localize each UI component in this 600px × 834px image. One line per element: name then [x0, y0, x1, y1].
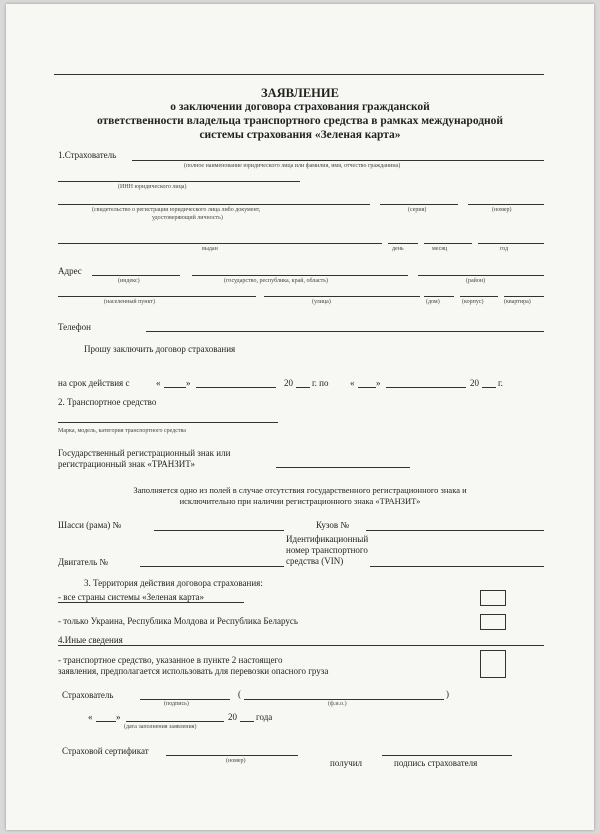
request-text: Прошу заключить договор страхования — [84, 344, 236, 354]
series-hint: (серия) — [408, 207, 427, 213]
territory-option-2-checkbox[interactable] — [480, 614, 506, 630]
number-field[interactable] — [468, 204, 544, 205]
vin-label-3: средства (VIN) — [286, 556, 344, 566]
end-day-open-quote: « — [350, 378, 355, 388]
date-close-quote: » — [116, 712, 121, 722]
fill-year-prefix: 20 — [228, 712, 237, 722]
building-hint: (корпус) — [462, 299, 484, 305]
insurer-name-hint: (полное наименование юридического лица или фамилия, имя, отчество гражданина) — [184, 163, 401, 169]
engine-label: Двигатель № — [58, 557, 109, 567]
apartment-field[interactable] — [504, 296, 544, 297]
start-year-prefix: 20 — [284, 378, 293, 388]
date-open-quote: « — [88, 712, 93, 722]
reg-plate-label-1: Государственный регистрационный знак или — [58, 448, 231, 458]
phone-label: Телефон — [58, 322, 91, 332]
territory-option-1-label: - все страны системы «Зеленая карта» — [58, 592, 205, 602]
insurer-signature-label: подпись страхователя — [394, 758, 478, 768]
issued-by-field[interactable] — [58, 243, 382, 244]
issue-month-field[interactable] — [424, 243, 472, 244]
street-hint: (улица) — [312, 299, 331, 305]
address-label: Адрес — [58, 266, 82, 276]
form-subtitle-line-1: о заключении договора страхования гражданской — [170, 101, 430, 113]
postal-index-field[interactable] — [92, 275, 180, 276]
territory-option-1-checkbox[interactable] — [480, 590, 506, 606]
receipt-signature-field[interactable] — [382, 755, 512, 756]
start-day-open-quote: « — [156, 378, 161, 388]
date-hint: (дата заполнения заявления) — [124, 724, 197, 730]
issue-year-field[interactable] — [478, 243, 544, 244]
certificate-number-field[interactable] — [166, 755, 298, 756]
end-year-prefix: 20 — [470, 378, 479, 388]
reg-plate-field[interactable] — [276, 467, 410, 468]
end-month-field[interactable] — [386, 387, 466, 388]
locality-field[interactable] — [58, 296, 256, 297]
locality-hint: (населенный пункт) — [104, 299, 155, 305]
insurer-name-field[interactable] — [132, 160, 544, 161]
certificate-label: Страховой сертификат — [62, 746, 149, 756]
body-field[interactable] — [366, 530, 544, 531]
vin-field[interactable] — [370, 566, 544, 567]
end-day-field[interactable] — [358, 387, 376, 388]
fill-day-field[interactable] — [96, 721, 116, 722]
received-label: получил — [330, 758, 363, 768]
application-form-page — [6, 4, 594, 830]
end-year-suffix: г. — [498, 378, 503, 388]
fill-year-suffix: года — [256, 712, 273, 722]
form-subtitle-line-3: системы страхования «Зеленая карта» — [199, 129, 401, 141]
end-year-field[interactable] — [482, 387, 496, 388]
series-field[interactable] — [380, 204, 458, 205]
signature-hint: (подпись) — [164, 701, 189, 707]
certificate-number-hint: (номер) — [226, 758, 246, 764]
reg-plate-label-2: регистрационный знак «ТРАНЗИТ» — [58, 459, 196, 469]
hazardous-cargo-checkbox[interactable] — [480, 650, 506, 678]
building-field[interactable] — [460, 296, 498, 297]
start-month-field[interactable] — [196, 387, 276, 388]
fio-field[interactable] — [244, 699, 444, 700]
territory-option-2-label: - только Украина, Республика Молдова и Республика Беларусь — [58, 616, 298, 626]
vehicle-make-hint: Марка, модель, категория транспортного средства — [58, 428, 186, 434]
state-hint: (государство, республика, край, область) — [224, 278, 329, 284]
day-hint: день — [392, 246, 404, 252]
chassis-label: Шасси (рама) № — [58, 520, 122, 530]
issue-day-field[interactable] — [388, 243, 418, 244]
fill-month-field[interactable] — [126, 721, 224, 722]
vehicle-make-field[interactable] — [58, 422, 278, 423]
fio-open-paren: ( — [238, 689, 241, 699]
engine-field[interactable] — [140, 566, 284, 567]
district-hint: (район) — [466, 278, 486, 284]
certificate-field[interactable] — [58, 204, 370, 205]
district-field[interactable] — [418, 275, 544, 276]
insurer-label: 1.Страхователь — [58, 150, 117, 160]
fill-year-field[interactable] — [240, 721, 254, 722]
region-field[interactable] — [192, 275, 408, 276]
body-label: Кузов № — [316, 520, 349, 530]
inn-field[interactable] — [58, 181, 300, 182]
start-day-field[interactable] — [164, 387, 186, 388]
index-hint: (индекс) — [118, 278, 140, 284]
term-label: на срок действия с — [58, 378, 130, 388]
top-rule — [54, 74, 544, 75]
hazard-text-1: - транспортное средство, указанное в пункте 2 настоящего — [58, 655, 283, 665]
vehicle-heading: 2. Транспортное средство — [58, 397, 157, 407]
end-day-close-quote: » — [376, 378, 381, 388]
other-info-rule — [58, 645, 544, 646]
certificate-hint-1: (свидетельство о регистрации юридического лица либо документ, — [92, 207, 261, 213]
fio-close-paren: ) — [446, 689, 449, 699]
start-day-close-quote: » — [186, 378, 191, 388]
vin-label-2: номер транспортного — [286, 545, 368, 555]
certificate-hint-2: удостоверяющий личность) — [152, 215, 223, 221]
form-subtitle-line-2: ответственности владельца транспортного средства в рамках международной — [96, 115, 504, 127]
form-title: ЗАЯВЛЕНИЕ — [261, 86, 339, 100]
issued-hint: выдан — [202, 246, 218, 252]
territory-heading: 3. Территория действия договора страхования: — [84, 578, 263, 588]
fio-hint: (ф.и.о.) — [328, 701, 347, 707]
apartment-hint: (квартира) — [504, 299, 531, 305]
vin-label-1: Идентификационный — [286, 534, 369, 544]
other-info-heading: 4.Иные сведения — [58, 635, 123, 645]
signature-insurer-label: Страхователь — [62, 690, 114, 700]
hazard-text-2: заявления, предполагается использовать для перевозки опасного груза — [58, 666, 329, 676]
territory-option-1-rule — [58, 602, 244, 603]
year-hint: год — [500, 246, 509, 252]
start-year-field[interactable] — [296, 387, 310, 388]
phone-field[interactable] — [146, 331, 544, 332]
transit-note-2: исключительно при наличии регистрационного знака «ТРАНЗИТ» — [179, 496, 421, 506]
signature-field[interactable] — [140, 699, 230, 700]
street-field[interactable] — [264, 296, 420, 297]
month-hint: месяц — [432, 246, 448, 252]
number-hint: (номер) — [492, 207, 512, 213]
start-year-suffix: г. по — [312, 378, 329, 388]
transit-note-1: Заполняется одно из полей в случае отсутствия государственного регистрационного знака и — [133, 485, 467, 495]
house-hint: (дом) — [426, 299, 440, 305]
inn-hint: (ИНН юридического лица) — [118, 184, 187, 190]
house-field[interactable] — [424, 296, 454, 297]
chassis-field[interactable] — [154, 530, 284, 531]
